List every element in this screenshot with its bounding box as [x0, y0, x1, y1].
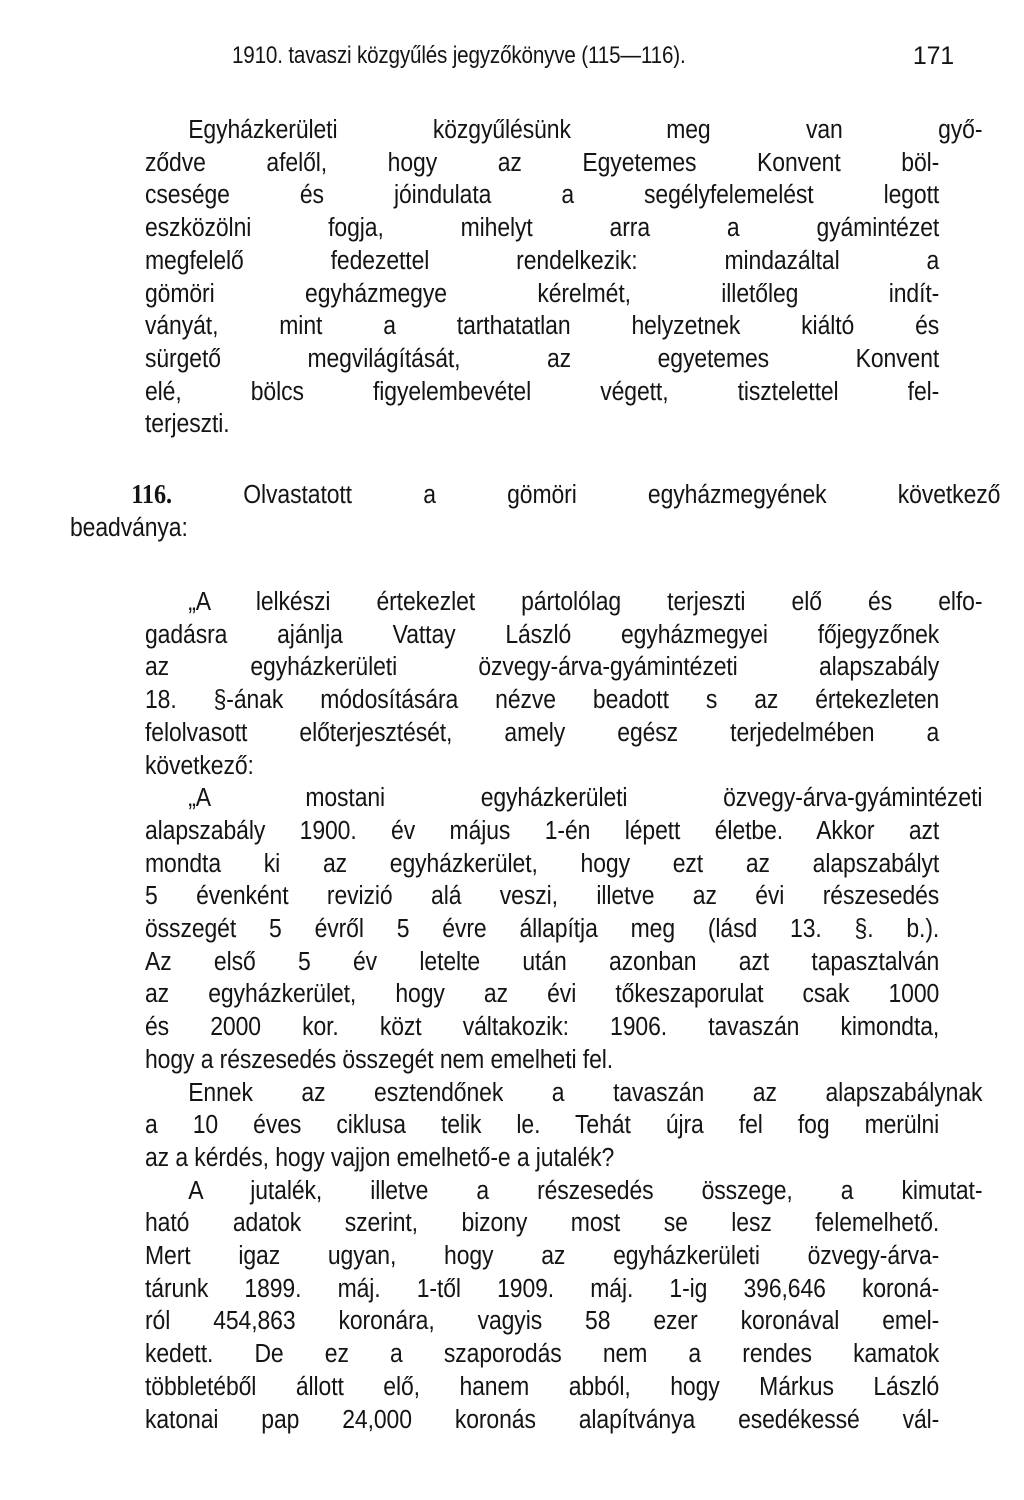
text-line: gömöri egyházmegye kérelmét, illetőleg indít- — [145, 279, 940, 308]
page-number: 171 — [912, 42, 954, 70]
text-line: az egyházkerületi özvegy-árva-gyámintézeti alapszabály — [145, 653, 940, 682]
text-line: ható adatok szerint, bizony most se lesz felemelhető. — [145, 1209, 940, 1238]
text-line: ződve afelől, hogy az Egyetemes Konvent böl- — [145, 148, 940, 177]
text-line: katonai pap 24,000 koronás alapítványa esedékessé vál- — [145, 1405, 940, 1434]
text-line: hogy a részesedés összegét nem emelheti fel. — [145, 1045, 614, 1074]
text-line: az a kérdés, hogy vajjon emelhető-e a jutalék? — [145, 1143, 615, 1172]
text-line: következő: — [145, 751, 254, 780]
text-line: tárunk 1899. máj. 1-től 1909. máj. 1-ig 396,646 koroná- — [145, 1274, 940, 1303]
item-116 — [70, 478, 1001, 544]
text-line: 5 évenként revizió alá veszi, illetve az évi részesedés — [145, 882, 940, 911]
text-line: „A mostani egyházkerületi özvegy-árva-gyámintézeti — [188, 784, 983, 813]
text-line: csesége és jóindulata a segélyfelemelést legott — [145, 181, 940, 210]
text-line: többletéből állott elő, hanem abból, hogy Márkus László — [145, 1372, 940, 1401]
text-line: Ennek az esztendőnek a tavaszán az alapszabálynak — [188, 1078, 983, 1107]
text-line: ványát, mint a tarthatatlan helyzetnek kiáltó és — [145, 312, 940, 341]
text-line: megfelelő fedezettel rendelkezik: mindazáltal a — [145, 246, 940, 275]
text-line: Egyházkerületi közgyűlésünk meg van győ- — [188, 116, 983, 144]
text-line: terjeszti. — [145, 410, 230, 439]
text-line: „A lelkészi értekezlet pártolólag terjeszti elő és elfo- — [188, 588, 983, 616]
text-line: mondta ki az egyházkerület, hogy ezt az alapszabályt — [145, 849, 940, 878]
text-line: gadásra ajánlja Vattay László egyházmegyei főjegyzőnek — [145, 620, 940, 649]
text-line: ról 454,863 koronára, vagyis 58 ezer koronával emel- — [145, 1307, 940, 1336]
text-line: Az első 5 év letelte után azonban azt tapasztalván — [145, 947, 940, 976]
quoted-submission — [145, 586, 983, 1436]
paragraph-konvent — [145, 114, 983, 441]
text-line: elé, bölcs figyelembevétel végett, tisztelettel fel- — [145, 377, 940, 406]
item-116-line — [70, 478, 1000, 512]
text-line: A jutalék, illetve a részesedés összege, a kimutat- — [188, 1176, 983, 1205]
item-number: 116. — [131, 479, 173, 509]
text-line: sürgető megvilágítását, az egyetemes Konvent — [145, 344, 940, 373]
text-line: Mert igaz ugyan, hogy az egyházkerületi özvegy-árva- — [145, 1242, 940, 1271]
text-line: eszközölni fogja, mihelyt arra a gyámintézet — [145, 214, 940, 243]
text-line: 18. §-ának módosítására nézve beadott s az értekezleten — [145, 686, 940, 715]
text-line: az egyházkerület, hogy az évi tőkeszaporulat csak 1000 — [145, 980, 940, 1009]
running-title: 1910. tavaszi közgyűlés jegyzőkönyve (115—116). — [232, 42, 686, 69]
text-line: a 10 éves ciklusa telik le. Tehát újra fel fog merülni — [145, 1111, 940, 1140]
text-line: alapszabály 1900. év május 1-én lépett életbe. Akkor azt — [145, 816, 940, 845]
text-line: összegét 5 évről 5 évre állapítja meg (lásd 13. §. b.). — [145, 915, 940, 944]
item-116-text: Olvastatott a gömöri egyházmegyének következő — [243, 481, 1001, 509]
text-line: felolvasott előterjesztését, amely egész terjedelmében a — [145, 718, 940, 747]
text-line: kedett. De ez a szaporodás nem a rendes kamatok — [145, 1340, 940, 1369]
running-header — [232, 42, 992, 82]
item-116-continuation: beadványa: — [70, 513, 188, 542]
text-line: és 2000 kor. közt váltakozik: 1906. tavaszán kimondta, — [145, 1013, 940, 1042]
